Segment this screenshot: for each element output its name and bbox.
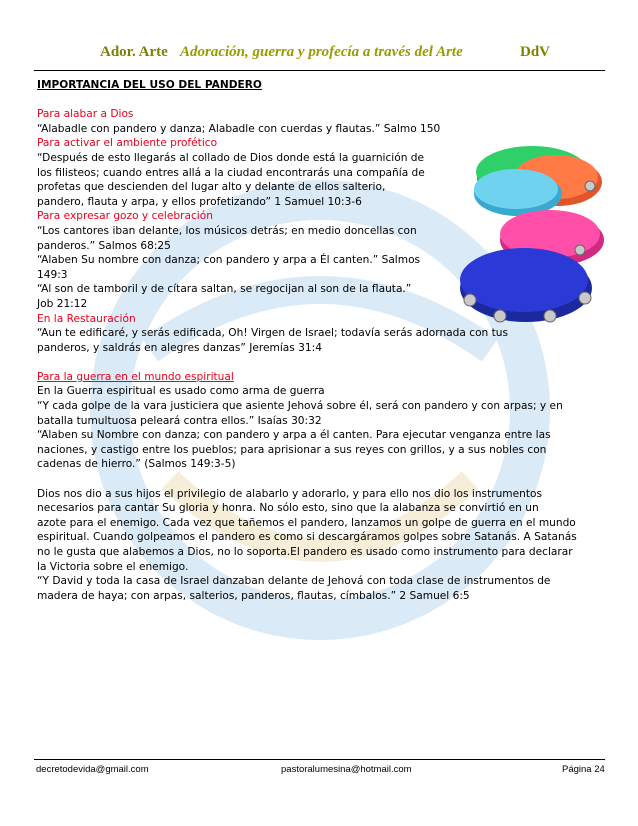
paragraph-line: azote para el enemigo. Cada vez que tañemos el pandero, lanzamos un golpe de guerra en el mundo [37, 516, 576, 529]
paragraph-line: cadenas de hierro.” (Salmos 149:3-5) [37, 458, 236, 471]
paragraph-line: pandero, flauta y arpa, y ellos profetizando” 1 Samuel 10:3-6 [37, 195, 362, 208]
header-right-title: DdV [520, 44, 551, 60]
paragraph-line: panderos, y saldrás en alegres danzas” Jeremías 31:4 [37, 341, 322, 354]
paragraph-line: “Alaben su Nombre con danza; con pandero y arpa a él canten. Para ejecutar venganza entre las [37, 429, 551, 442]
section-heading: Para la guerra en el mundo espiritual [37, 370, 234, 383]
paragraph-line: “Alaben Su nombre con danza; con pandero y arpa a Él canten.” Salmos [37, 254, 421, 267]
paragraph-line: Job 21:12 [37, 297, 88, 310]
header-rule [34, 70, 605, 71]
footer-email-center: pastoralumesina@hotmail.com [281, 764, 412, 775]
paragraph-line: En la Guerra espiritual es usado como arma de guerra [37, 385, 325, 398]
paragraph-line: panderos.” Salmos 68:25 [37, 239, 171, 252]
page-number: Página 24 [562, 764, 605, 775]
paragraph-line: 149:3 [37, 268, 68, 281]
footer-rule [34, 759, 605, 760]
paragraph-line: “Y cada golpe de la vara justiciera que asiente Jehová sobre él, será con pandero y con arpas; y en [37, 400, 563, 413]
document-title: IMPORTANCIA DEL USO DEL PANDERO [37, 79, 262, 91]
paragraph-line: naciones, y castigo entre los pueblos; para aprisionar a sus reyes con grillos, y a sus nobles con [37, 443, 547, 456]
paragraph-line: “Aun te edificaré, y serás edificada, Oh! Virgen de Israel; todavía serás adornada con tus [37, 327, 509, 340]
paragraph-line: “Los cantores iban delante, los músicos detrás; en medio doncellas con [37, 224, 417, 237]
section-heading: En la Restauración [37, 312, 136, 325]
paragraph-line: “Al son de tamboril y de cítara saltan, se regocijan al son de la flauta.” [37, 283, 412, 296]
paragraph: “Alabadle con pandero y danza; Alabadle con cuerdas y flautas.” Salmo 150 [37, 122, 441, 135]
paragraph-line: necesarios para cantar Su gloria y honra. No sólo esto, sino que la alabanza se convirtió en un [37, 502, 539, 515]
paragraph-line: Dios nos dio a sus hijos el privilegio de alabarlo y adorarlo, y para ello nos dio los instrumentos [37, 487, 542, 500]
paragraph-line: no le gusta que alabemos a Dios, no lo soporta.El pandero es usado como instrumento para declarar [37, 546, 573, 558]
paragraph-line: madera de haya; con arpas, salterios, panderos, flautas, címbalos.” 2 Samuel 6:5 [37, 589, 470, 602]
document-body [37, 78, 607, 603]
page-header [0, 36, 638, 66]
header-left-title: Ador. Arte [100, 44, 168, 60]
paragraph-line: “Y David y toda la casa de Israel danzaban delante de Jehová con toda clase de instrumentos de [37, 575, 551, 588]
paragraph-line: “Después de esto llegarás al collado de Dios donde está la guarnición de [37, 151, 425, 164]
paragraph-line: los filisteos; cuando entres allá a la ciudad encontrarás una compañía de [37, 166, 425, 179]
paragraph-line: la Victoria sobre el enemigo. [37, 560, 189, 573]
section-heading: Para alabar a Dios [37, 108, 134, 121]
footer-email-left: decretodevida@gmail.com [36, 764, 149, 775]
paragraph-line: profetas que descienden del lugar alto y delante de ellos salterio, [37, 181, 386, 194]
section-heading: Para activar el ambiente profético [37, 137, 218, 150]
paragraph-line: batalla tumultuosa peleará contra ellos.” Isaías 30:32 [37, 414, 322, 427]
header-center-title: Adoración, guerra y profecía a través del Arte [180, 44, 463, 60]
paragraph-line: espiritual. Cuando golpeamos el pandero es como si descargáramos golpes sobre Satanás. A Satanás [37, 531, 577, 544]
section-heading: Para expresar gozo y celebración [37, 210, 213, 223]
